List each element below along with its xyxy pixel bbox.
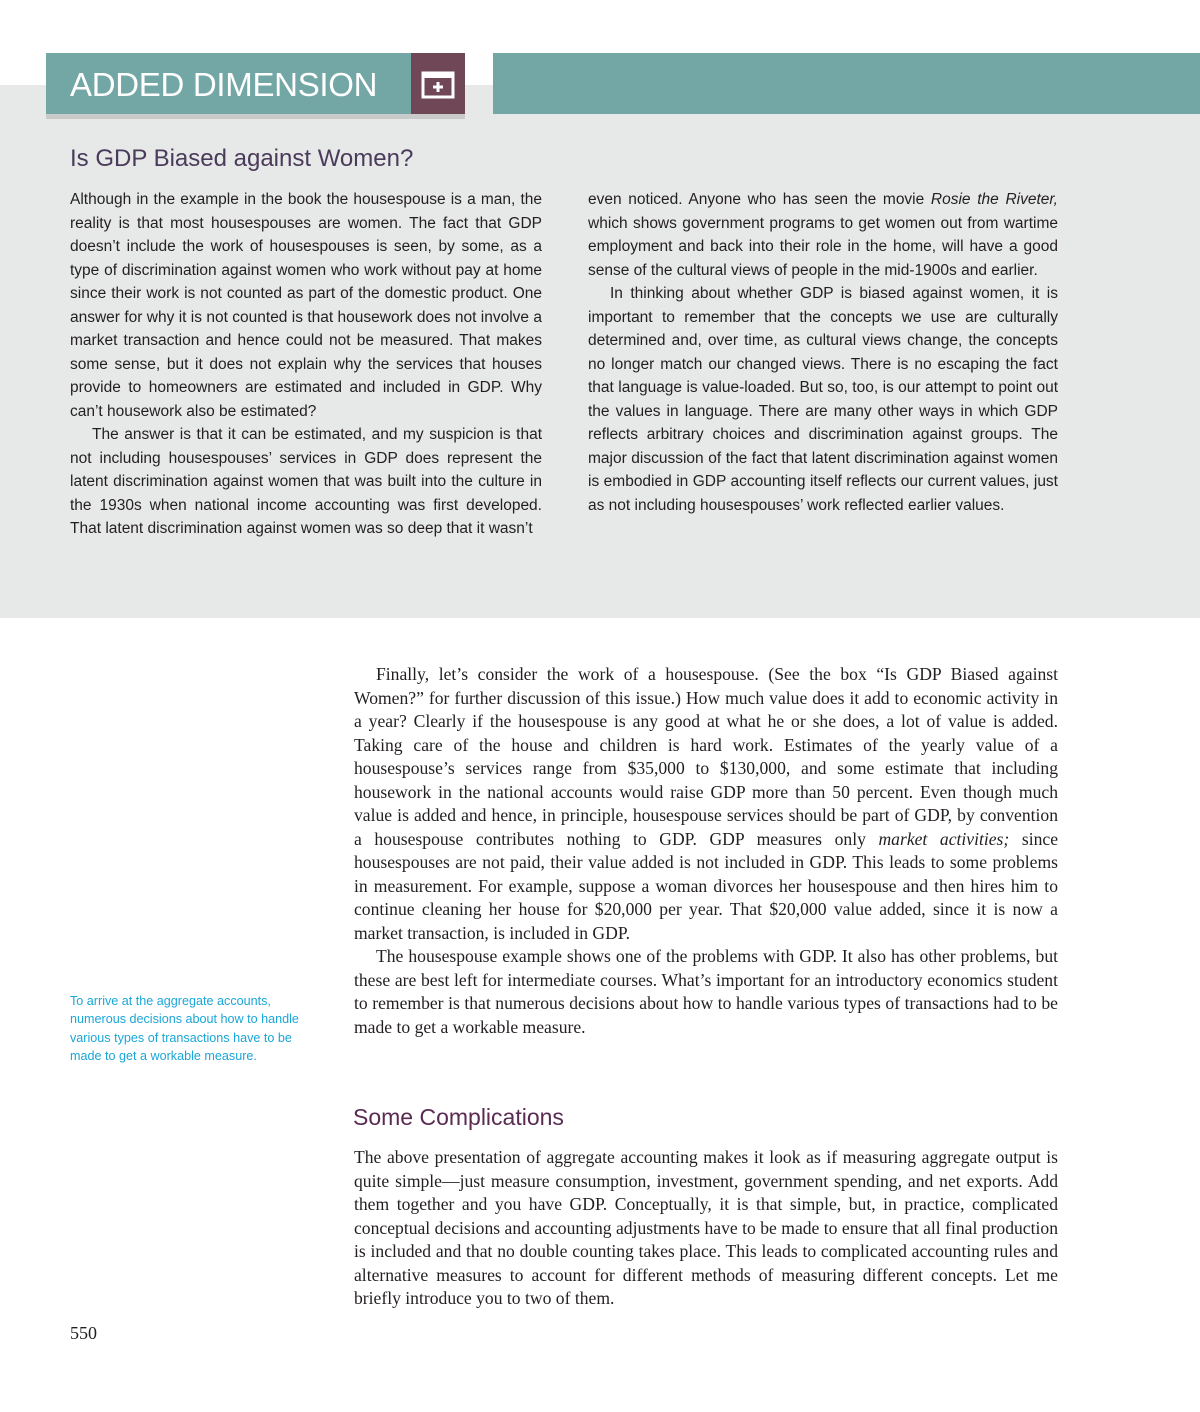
box-text: even noticed. Anyone who has seen the movie (588, 191, 931, 208)
margin-note: To arrive at the aggregate accounts, numerous decisions about how to handle various types of transactions have to be made to get a workable measure. (70, 994, 299, 1064)
body-paragraph: The above presentation of aggregate accounting makes it look as if measuring aggregate output is quite simple—just measure consumption, investment, government spending, and net exports. Add them together and you have GDP. Conceptually, it is that simple, but, in practice, complicated conceptual decisions and accounting adjustments have to be made to ensure that all final production is included and that no double counting takes place. This leads to complicated accounting rules and alternative measures to account for different methods of measuring different concepts. Let me briefly introduce you to two of them. (354, 1147, 1058, 1308)
box-left-column (70, 188, 542, 541)
body-text: since housespouses are not paid, their value added is not included in GDP. This leads to some problems in measurement. For example, suppose a woman divorces her housespouse and then hires him to continue cleaning her house for $20,000 per year. That $20,000 value added, since it is now a market transaction, is included in GDP. (354, 828, 1059, 943)
body-paragraph: The housespouse example shows one of the problems with GDP. It also has other problems, but these are best left for intermediate courses. What’s important for an introductory economics student to remember is that numerous decisions about how to handle various types of transactions had to be made to get a workable measure. (354, 946, 1058, 1037)
movie-title: Rosie the Riveter, (930, 191, 1058, 208)
emphasis-text: market activities; (878, 828, 1010, 849)
plus-box-icon (421, 70, 455, 100)
banner-title: ADDED DIMENSION (70, 66, 378, 103)
body-paragraph (354, 663, 1058, 945)
banner-shadow (46, 114, 465, 119)
box-heading: Is GDP Biased against Women? (70, 145, 414, 172)
box-paragraph: The answer is that it can be estimated, and my suspicion is that not including housespouses’ services in GDP does represent the latent discrimination against women that was built into the culture in the 1930s when national income accounting was first developed. That latent discrimination against women was so deep that it wasn’t (70, 426, 542, 537)
main-body (354, 663, 1058, 1039)
box-paragraph: In thinking about whether GDP is biased against women, it is important to remember that the concepts we use are culturally determined and, over time, as cultural views change, the concepts no longer match our changed views. There is no escaping the fact that language is value-loaded. But so, too, is our attempt to point out the values in language. There are many other ways in which GDP reflects arbitrary choices and discrimination against groups. The major discussion of the fact that latent discrimination against women is embodied in GDP accounting itself reflects our current values, just as not including housespouses’ work reflected earlier values. (588, 285, 1058, 514)
section-heading: Some Complications (353, 1104, 564, 1130)
banner-bar-right (493, 53, 1200, 114)
section-body (354, 1146, 1058, 1311)
box-paragraph: Although in the example in the book the housespouse is a man, the reality is that most housespouses are women. The fact that GDP doesn’t include the work of housespouses is seen, by some, as a type of discrimination against women who work without pay at home since their work is not counted as part of the domestic product. One answer for why it is not counted is that housework does not involve a market transaction and hence could not be measured. That makes some sense, but it does not explain why the services that houses provide to homeowners are estimated and included in GDP. Why can’t housework also be estimated? (70, 191, 542, 420)
box-paragraph (588, 188, 1058, 282)
page-number: 550 (70, 1323, 97, 1343)
box-right-column (588, 188, 1058, 517)
box-text: which shows government programs to get women out from wartime employment and back into their role in the home, will have a good sense of the cultural views of people in the mid-1900s and earlier. (588, 214, 1058, 279)
body-text: Finally, let’s consider the work of a housespouse. (See the box “Is GDP Biased against Women?” for further discussion of this issue.) How much value does it add to economic activity in a year? Clearly if the housespouse is any good at what he or she does, a lot of value is added. Taking care of the house and children is hard work. Estimates of the yearly value of a housespouse’s services range from $35,000 to $130,000, and some estimate that including housework in the national accounts would raise GDP more than 50 percent. Even though much value is added and hence, in principle, housespouse services should be part of GDP, by convention a housespouse contributes nothing to GDP. GDP measures only (354, 664, 1058, 849)
